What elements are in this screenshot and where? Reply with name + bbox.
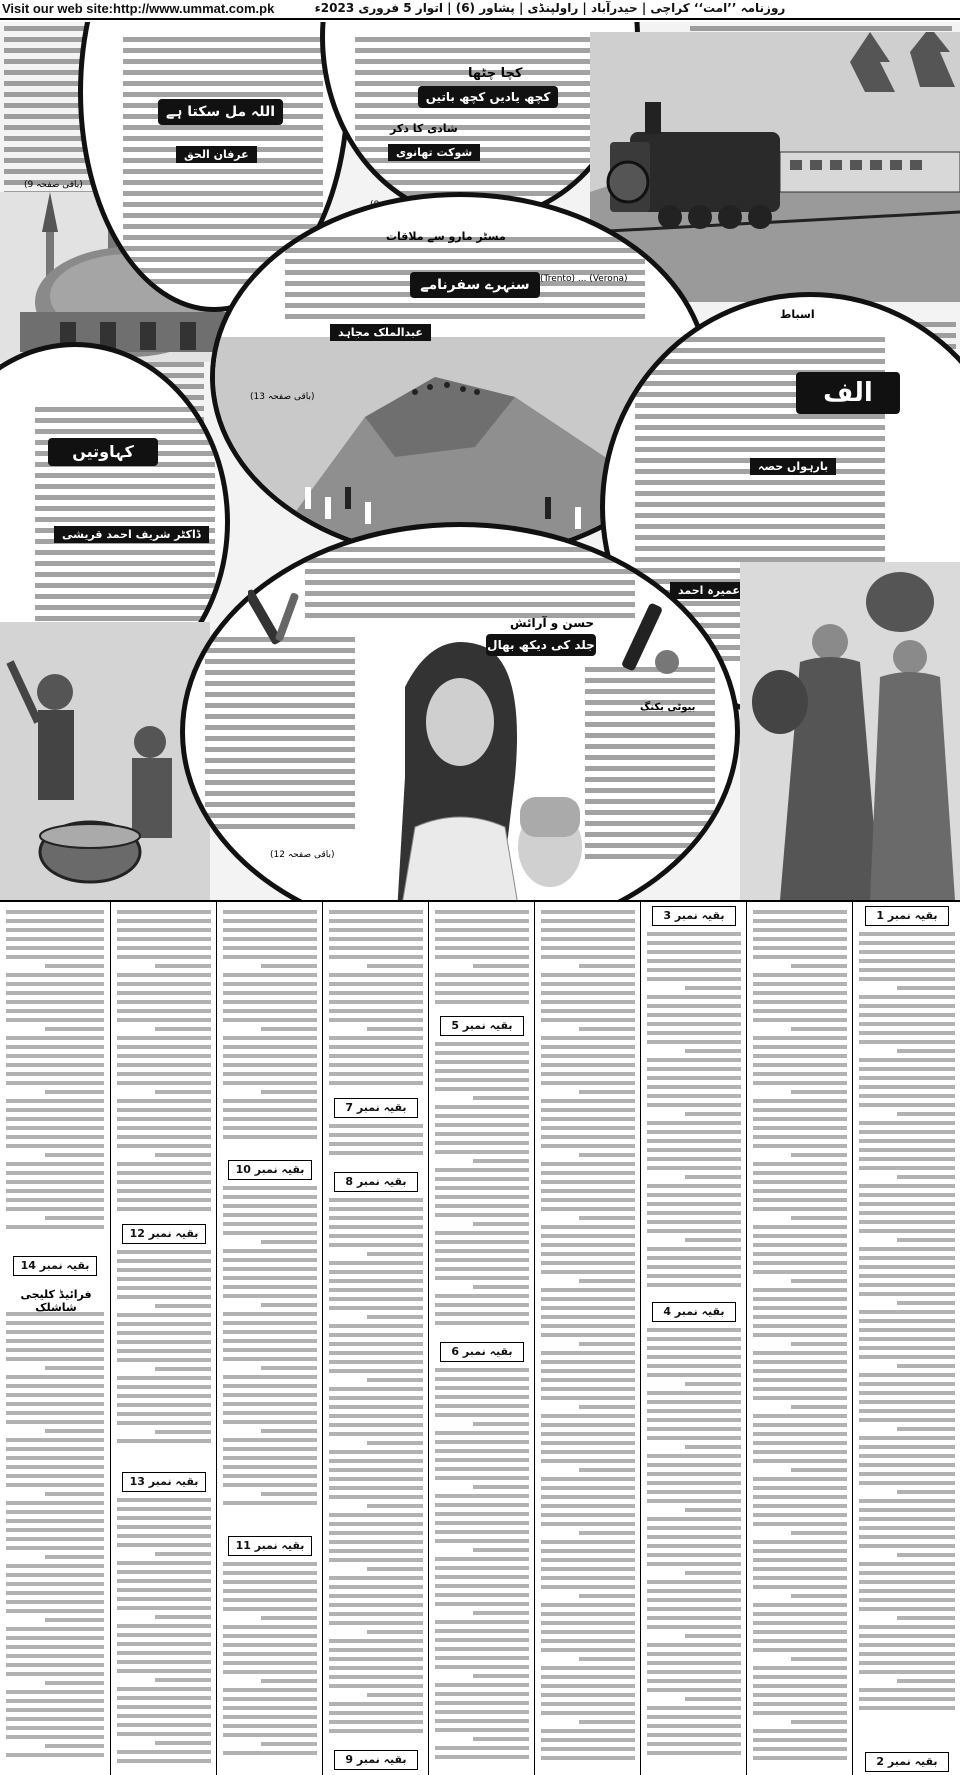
column-text <box>6 910 104 1240</box>
feature-section <box>0 22 960 900</box>
column-text <box>223 1562 317 1762</box>
column-text <box>329 910 423 1090</box>
drummers-photo <box>0 622 210 900</box>
column-text <box>435 1042 529 1332</box>
allah-page-ref: (باقی صفحہ 9) <box>24 180 83 190</box>
kachha-subhead: شادی کا ذکر <box>390 122 458 135</box>
continuation-9-label: بقیہ نمبر 9 <box>334 1750 418 1770</box>
column-text <box>753 910 847 1770</box>
column-text <box>541 910 635 1770</box>
continuation-3-label: بقیہ نمبر 3 <box>652 906 736 926</box>
cosmetics-decoration <box>248 582 308 652</box>
continuation-13-label: بقیہ نمبر 13 <box>122 1472 206 1492</box>
column-text <box>117 1498 211 1768</box>
column-text <box>435 910 529 1010</box>
alif-part: بارہواں حصہ <box>750 458 836 475</box>
continuation-12-label: بقیہ نمبر 12 <box>122 1224 206 1244</box>
continuation-7-label: بقیہ نمبر 7 <box>334 1098 418 1118</box>
continuation-11-label: بقیہ نمبر 11 <box>228 1536 312 1556</box>
recipe-title: فرائیڈ کلیجی شاشلک <box>20 1288 92 1314</box>
continuation-14-label: بقیہ نمبر 14 <box>13 1256 97 1276</box>
model-photo <box>355 627 585 900</box>
article-text <box>305 547 635 627</box>
column-text <box>329 1124 423 1168</box>
alif-author: عمیرہ احمد <box>670 582 748 599</box>
continuation-1-label: بقیہ نمبر 1 <box>865 906 949 926</box>
lipstick-decoration <box>615 592 685 682</box>
safarnama-page-ref: (باقی صفحہ 13) <box>250 392 315 402</box>
husn-title: جلد کی دیکھ بھال <box>486 634 596 656</box>
column-5 <box>428 902 534 1775</box>
kahawatein-author: ڈاکٹر شریف احمد قریشی <box>54 526 209 543</box>
column-8 <box>110 902 216 1775</box>
column-text <box>329 1198 423 1738</box>
safarnama-snippet: (Verona) ... (Trento) <box>540 274 628 284</box>
column-9 <box>0 902 110 1775</box>
column-text <box>859 932 955 1722</box>
column-text <box>117 1250 211 1450</box>
husn-page-ref: (باقی صفحہ 12) <box>270 850 335 860</box>
column-7 <box>216 902 322 1775</box>
alif-kicker: اسباط <box>780 308 815 321</box>
column-2 <box>746 902 852 1775</box>
continuation-5-label: بقیہ نمبر 5 <box>440 1016 524 1036</box>
safarnama-title: سنہرے سفرنامے <box>410 272 540 298</box>
continuation-10-label: بقیہ نمبر 10 <box>228 1160 312 1180</box>
continuation-8-label: بقیہ نمبر 8 <box>334 1172 418 1192</box>
column-text <box>435 1368 529 1768</box>
article-text <box>205 637 365 837</box>
kachha-author: شوکت تھانوی <box>388 144 480 161</box>
article-text <box>585 667 715 867</box>
column-3 <box>640 902 746 1775</box>
allah-title: اللہ مل سکتا ہے <box>158 99 283 125</box>
column-text <box>6 1312 104 1768</box>
column-1 <box>852 902 960 1775</box>
continuations-section <box>0 900 960 1775</box>
column-4 <box>534 902 640 1775</box>
husn-kicker: حسن و آرائش <box>510 616 595 630</box>
column-text <box>647 932 741 1297</box>
column-text <box>647 1328 741 1768</box>
women-pots-photo <box>740 562 960 900</box>
column-text <box>223 910 317 1150</box>
continuation-2-label: بقیہ نمبر 2 <box>865 1752 949 1772</box>
dateline: روزنامہ ’’امت‘‘ کراچی | حیدرآباد | راولپنڈی | پشاور (6) | اتوار 5 فروری 2023ء <box>314 1 786 15</box>
safarnama-author: عبدالملک مجاہد <box>330 324 431 341</box>
column-text <box>223 1186 317 1516</box>
allah-author: عرفان الحق <box>176 146 257 163</box>
kachha-kicker: کچا چٹھا <box>468 66 523 81</box>
alif-title: الف <box>796 372 900 414</box>
column-6 <box>322 902 428 1775</box>
husn-subhead: بیوٹی بکنگ <box>640 702 696 713</box>
continuation-6-label: بقیہ نمبر 6 <box>440 1342 524 1362</box>
column-text <box>117 910 211 1220</box>
website-link[interactable]: Visit our web site:http://www.ummat.com.pk <box>2 1 275 16</box>
kahawatein-title: کہاوتیں <box>48 438 158 466</box>
continuation-4-label: بقیہ نمبر 4 <box>652 1302 736 1322</box>
masthead-bar <box>0 0 960 20</box>
safarnama-kicker: مسٹر مارو سے ملاقات <box>386 230 506 243</box>
kachha-title: کچھ یادیں کچھ باتیں <box>418 86 558 108</box>
